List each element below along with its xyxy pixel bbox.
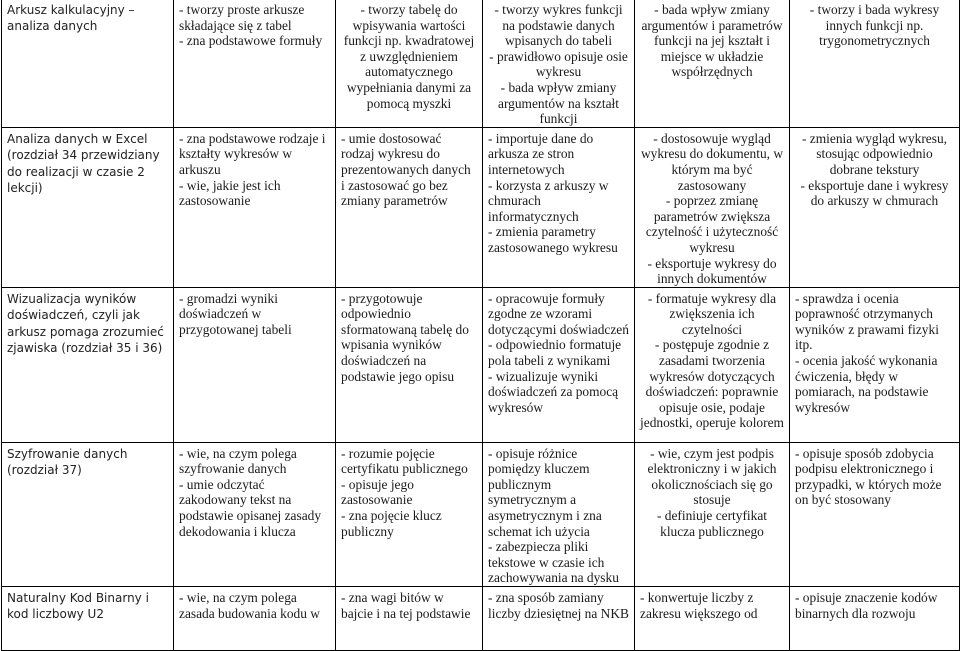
requirement-cell: - gromadzi wyniki doświadczeń w przygotowanej tabeli: [174, 287, 336, 442]
requirement-cell: - wie, na czym polega zasada budowania kodu w: [174, 587, 336, 651]
requirement-cell: - umie dostosować rodzaj wykresu do prezentowanych danych i zastosować go bez zmiany parametrów: [336, 127, 483, 287]
table-row: [2, 127, 960, 287]
topic-cell: Wizualizacja wyników doświadczeń, czyli jak arkusz pomaga zrozumieć zjawiska (rozdział 35 i 36): [2, 287, 174, 442]
requirement-cell: - wie, na czym polega szyfrowanie danych - umie odczytać zakodowany tekst na podstawie opisanej zasady dekodowania i klucza: [174, 442, 336, 586]
topic-cell: Arkusz kalkulacyjny – analiza danych: [2, 0, 174, 127]
requirement-cell: - opisuje różnice pomiędzy kluczem publicznym symetrycznym a asymetrycznym i zna schemat ich użycia - zabezpiecza pliki tekstowe w czasie ich zachowywania na dysku: [483, 442, 635, 586]
table-row: [2, 0, 960, 127]
table-row: [2, 287, 960, 442]
requirement-cell: - zna wagi bitów w bajcie i na tej podstawie: [336, 587, 483, 651]
requirement-cell: - opisuje znaczenie kodów binarnych dla rozwoju: [790, 587, 960, 651]
requirement-cell: - tworzy proste arkusze składające się z tabel - zna podstawowe formuły: [174, 0, 336, 127]
requirements-table: [1, 0, 960, 651]
requirement-cell: - dostosowuje wygląd wykresu do dokumentu, w którym ma być zastosowany - poprzez zmianę parametrów zwiększa czytelność i użyteczność wykresu - eksportuje wykresy do innych dokumentów: [635, 127, 790, 287]
table-row: [2, 442, 960, 586]
requirement-cell: - formatuje wykresy dla zwiększenia ich czytelności - postępuje zgodnie z zasadami tworzenia wykresów dotyczących doświadczeń: poprawnie opisuje osie, podaje jednostki, operuje kolorem: [635, 287, 790, 442]
requirement-cell: - sprawdza i ocenia poprawność otrzymanych wyników z prawami fizyki itp. - ocenia jakość wykonania ćwiczenia, błędy w pomiarach, na podstawie wykresów: [790, 287, 960, 442]
requirement-cell: - zmienia wygląd wykresu, stosując odpowiednio dobrane tekstury - eksportuje dane i wykresy do arkuszy w chmurach: [790, 127, 960, 287]
requirement-cell: - przygotowuje odpowiednio sformatowaną tabelę do wpisania wyników doświadczeń na podstawie jego opisu: [336, 287, 483, 442]
requirement-cell: - zna sposób zamiany liczby dziesiętnej na NKB: [483, 587, 635, 651]
requirement-cell: - opracowuje formuły zgodne ze wzorami dotyczącymi doświadczeń - odpowiednio formatuje pola tabeli z wynikami - wizualizuje wyniki doświadczeń za pomocą wykresów: [483, 287, 635, 442]
requirement-cell: - wie, czym jest podpis elektroniczny i w jakich okolicznościach się go stosuje - definiuje certyfikat klucza publicznego: [635, 442, 790, 586]
topic-cell: Analiza danych w Excel (rozdział 34 przewidziany do realizacji w czasie 2 lekcji): [2, 127, 174, 287]
requirement-cell: - rozumie pojęcie certyfikatu publicznego - opisuje jego zastosowanie - zna pojęcie klucz publiczny: [336, 442, 483, 586]
requirement-cell: - opisuje sposób zdobycia podpisu elektronicznego i przypadki, w których może on być stosowany: [790, 442, 960, 586]
requirement-cell: - konwertuje liczby z zakresu większego od: [635, 587, 790, 651]
topic-cell: Naturalny Kod Binarny i kod liczbowy U2: [2, 587, 174, 651]
requirement-cell: - tworzy wykres funkcji na podstawie danych wpisanych do tabeli - prawidłowo opisuje osie wykresu - bada wpływ zmiany argumentów na kształt funkcji: [483, 0, 635, 127]
requirement-cell: - bada wpływ zmiany argumentów i parametrów funkcji na jej kształt i miejsce w układzie współrzędnych: [635, 0, 790, 127]
requirement-cell: - importuje dane do arkusza ze stron internetowych - korzysta z arkuszy w chmurach informatycznych - zmienia parametry zastosowanego wykresu: [483, 127, 635, 287]
requirement-cell: - tworzy tabelę do wpisywania wartości funkcji np. kwadratowej z uwzględnieniem automatycznego wypełniania danymi za pomocą myszki: [336, 0, 483, 127]
table-row: [2, 587, 960, 651]
requirement-cell: - tworzy i bada wykresy innych funkcji np. trygonometrycznych: [790, 0, 960, 127]
requirement-cell: - zna podstawowe rodzaje i kształty wykresów w arkuszu - wie, jakie jest ich zastosowanie: [174, 127, 336, 287]
topic-cell: Szyfrowanie danych (rozdział 37): [2, 442, 174, 586]
